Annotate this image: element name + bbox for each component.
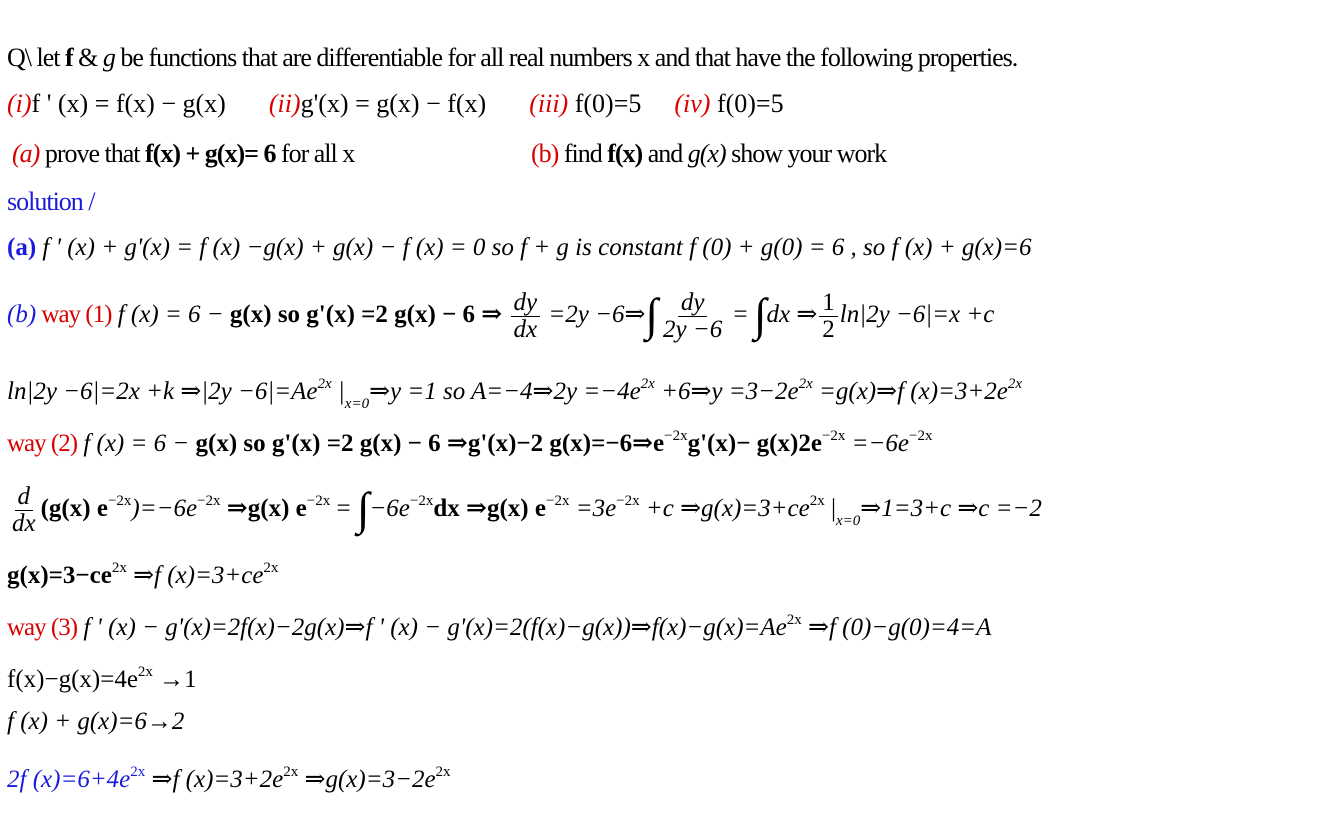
final-s3: 2x bbox=[435, 764, 451, 780]
ddx-s1: −2x bbox=[107, 493, 132, 510]
solution-way3-line bbox=[7, 604, 991, 644]
integral-sign-2: ∫ bbox=[753, 289, 767, 341]
solution-gx-line bbox=[7, 552, 278, 592]
way2-t1: f (x) = 6 − bbox=[77, 430, 196, 457]
way1-text-1: f (x) = 6 − bbox=[111, 301, 230, 329]
ddx-t5: −6e bbox=[369, 495, 410, 523]
solution-eq2-line bbox=[7, 706, 184, 738]
way2-gpx: g'(x) bbox=[271, 430, 321, 457]
fraction-dy-2y6-num: dy bbox=[678, 290, 708, 317]
ln-s3: 2x bbox=[798, 376, 813, 392]
fraction-d-dx bbox=[9, 484, 39, 537]
solution-b-label: (b) bbox=[7, 301, 37, 329]
way2-t2: =2 g(x) − 6 ⇒g'(x)−2 g(x)=−6⇒e bbox=[320, 430, 665, 457]
solution-way2-line bbox=[7, 420, 932, 460]
ln-t3: ⇒y =1 so A=−4⇒2y =−4e bbox=[369, 378, 641, 405]
way2-label: way (2) bbox=[7, 430, 78, 457]
way3-label: way (3) bbox=[7, 614, 78, 641]
ddx-t9: | bbox=[824, 495, 836, 523]
way3-t2: ⇒f (0)−g(0)=4=A bbox=[801, 614, 992, 641]
solution-eq1-line bbox=[7, 656, 197, 696]
part-b-math-1: f(x) bbox=[607, 139, 643, 168]
part-b-line bbox=[531, 138, 886, 170]
eq2-t1: f (x) + g(x)=6→2 bbox=[7, 708, 185, 735]
ddx-t3: ⇒g(x) e bbox=[220, 495, 307, 523]
question-prefix: Q\ let bbox=[7, 43, 65, 72]
solution-label: solution / bbox=[7, 187, 95, 216]
fraction-dy-2y6-den: 2y −6 bbox=[663, 316, 723, 343]
question-g: g bbox=[102, 43, 115, 72]
ddx-t2: )=−6e bbox=[131, 495, 198, 523]
solution-a-text: f ' (x) + g'(x) = f (x) −g(x) + g(x) − f (x) = 0 so f + g is constant f (0) + g(0) = 6 , so f (x) + g(x)=6 bbox=[36, 234, 1032, 261]
fraction-one-half bbox=[819, 290, 838, 343]
part-a-math: f(x) + g(x)= 6 bbox=[145, 139, 276, 168]
way1-text-3: − 6 ⇒ bbox=[435, 301, 509, 329]
property-ii-text: g'(x) = g(x) − f(x) bbox=[300, 89, 487, 118]
solution-b-way1-line bbox=[7, 290, 994, 343]
final-s1: 2x bbox=[130, 764, 146, 780]
ddx-t1: (g(x) e bbox=[40, 495, 108, 523]
ddx-s7: 2x bbox=[809, 493, 825, 510]
ln-t5: =g(x)⇒f (x)=3+2e bbox=[812, 378, 1008, 405]
ddx-t6: dx ⇒g(x) e bbox=[433, 495, 546, 523]
gx-t2: ⇒f (x)=3+ce bbox=[126, 562, 264, 589]
solution-a-label: (a) bbox=[7, 234, 37, 261]
way1-label: way (1) bbox=[36, 301, 112, 329]
part-b-label: (b) bbox=[531, 139, 559, 168]
fraction-one-half-den: 2 bbox=[822, 316, 835, 343]
way1-so: so bbox=[271, 301, 307, 329]
integral-sign-1: ∫ bbox=[645, 289, 659, 341]
ln-t2: | bbox=[331, 378, 345, 405]
way2-t4: =−6e bbox=[845, 430, 909, 457]
ddx-s3: −2x bbox=[306, 493, 331, 510]
way1-gpx: g'(x) bbox=[306, 301, 355, 329]
way1-text-5: = bbox=[727, 301, 754, 329]
ddx-s5: −2x bbox=[545, 493, 570, 510]
gx-s1: 2x bbox=[111, 560, 127, 576]
question-mid: & bbox=[72, 43, 103, 72]
ddx-t4: = bbox=[330, 495, 357, 523]
way1-text-6: dx ⇒ bbox=[766, 301, 818, 329]
final-t2: ⇒f (x)=3+2e bbox=[145, 766, 284, 793]
part-a-label: (a) bbox=[12, 139, 40, 168]
ddx-t10: ⇒1=3+c ⇒c =−2 bbox=[860, 495, 1042, 523]
question-line bbox=[7, 42, 1017, 74]
property-ii-label: (ii) bbox=[268, 89, 301, 118]
way1-gx2: g(x) bbox=[394, 301, 436, 329]
final-t3: ⇒g(x)=3−2e bbox=[298, 766, 436, 793]
way1-text-7: ln|2y −6|=x +c bbox=[839, 301, 995, 329]
property-i-label: (i) bbox=[7, 89, 32, 118]
solution-ddx-line bbox=[7, 484, 1042, 537]
ddx-t8: +c ⇒g(x)=3+ce bbox=[639, 495, 810, 523]
way1-gx: g(x) bbox=[229, 301, 272, 329]
final-t1: 2f (x)=6+4e bbox=[7, 766, 131, 793]
property-iv-label: (iv) bbox=[674, 89, 711, 118]
fraction-d-dx-num: d bbox=[15, 484, 34, 511]
final-s2: 2x bbox=[283, 764, 299, 780]
ln-t1: ln|2y −6|=2x +k ⇒|2y −6|=Ae bbox=[7, 378, 318, 405]
solution-a-line bbox=[7, 232, 1031, 264]
parts-line bbox=[12, 138, 354, 170]
solution-final-line bbox=[7, 756, 451, 796]
fraction-d-dx-den: dx bbox=[12, 510, 36, 537]
properties-line bbox=[7, 88, 784, 120]
ddx-s2: −2x bbox=[197, 493, 221, 510]
part-a-text-1: prove that bbox=[39, 139, 146, 168]
way1-text-4: =2y −6⇒ bbox=[542, 301, 646, 329]
eq1-t2: →1 bbox=[152, 666, 197, 693]
eq1-s1: 2x bbox=[137, 664, 153, 680]
property-iii-text: f(0)=5 bbox=[568, 89, 642, 118]
ln-s2: 2x bbox=[640, 376, 655, 392]
way1-text-2: =2 bbox=[354, 301, 395, 329]
integral-sign-3: ∫ bbox=[356, 483, 370, 535]
ln-t4: +6⇒y =3−2e bbox=[654, 378, 799, 405]
fraction-dy-2y6 bbox=[660, 290, 725, 343]
way3-t1: f ' (x) − g'(x)=2f(x)−2g(x)⇒f ' (x) − g'(x)=2(f(x)−g(x))⇒f(x)−g(x)=Ae bbox=[77, 614, 787, 641]
question-f: f bbox=[65, 43, 73, 72]
property-iii-label: (iii) bbox=[529, 89, 569, 118]
ln-s1: 2x bbox=[317, 376, 332, 392]
way2-s1: −2x bbox=[664, 428, 688, 444]
part-b-text-2: and bbox=[642, 139, 688, 168]
ddx-t7: =3e bbox=[569, 495, 617, 523]
way2-so: so bbox=[237, 430, 272, 457]
eq1-t1: f(x)−g(x)=4e bbox=[7, 666, 138, 693]
way2-gx: g(x) bbox=[195, 430, 238, 457]
way2-t3: g'(x)− g(x)2e bbox=[687, 430, 822, 457]
solution-ln-line bbox=[7, 368, 1022, 420]
ln-s4: 2x bbox=[1007, 376, 1023, 392]
way2-s3: −2x bbox=[909, 428, 933, 444]
ddx-sub1: x=0 bbox=[836, 513, 861, 530]
fraction-dy-dx bbox=[511, 290, 541, 343]
way3-s1: 2x bbox=[786, 612, 802, 628]
gx-s2: 2x bbox=[263, 560, 279, 576]
fraction-dy-dx-num: dy bbox=[511, 290, 541, 317]
part-b-math-2: g(x) bbox=[687, 139, 726, 168]
part-b-text-1: find bbox=[558, 139, 608, 168]
property-i-text: f ' (x) = f(x) − g(x) bbox=[31, 89, 226, 118]
part-b-text-3: show your work bbox=[725, 139, 887, 168]
gx-t1: g(x)=3−ce bbox=[7, 562, 112, 589]
ln-sub1: x=0 bbox=[344, 396, 370, 412]
fraction-dy-dx-den: dx bbox=[513, 316, 538, 343]
property-iv-text: f(0)=5 bbox=[710, 89, 784, 118]
fraction-one-half-num: 1 bbox=[819, 290, 838, 317]
ddx-s4: −2x bbox=[409, 493, 434, 510]
part-a-text-2: for all x bbox=[275, 139, 355, 168]
question-rest: be functions that are differentiable for all real numbers x and that have the following properties. bbox=[114, 43, 1018, 72]
way2-s2: −2x bbox=[821, 428, 846, 444]
ddx-s6: −2x bbox=[616, 493, 640, 510]
